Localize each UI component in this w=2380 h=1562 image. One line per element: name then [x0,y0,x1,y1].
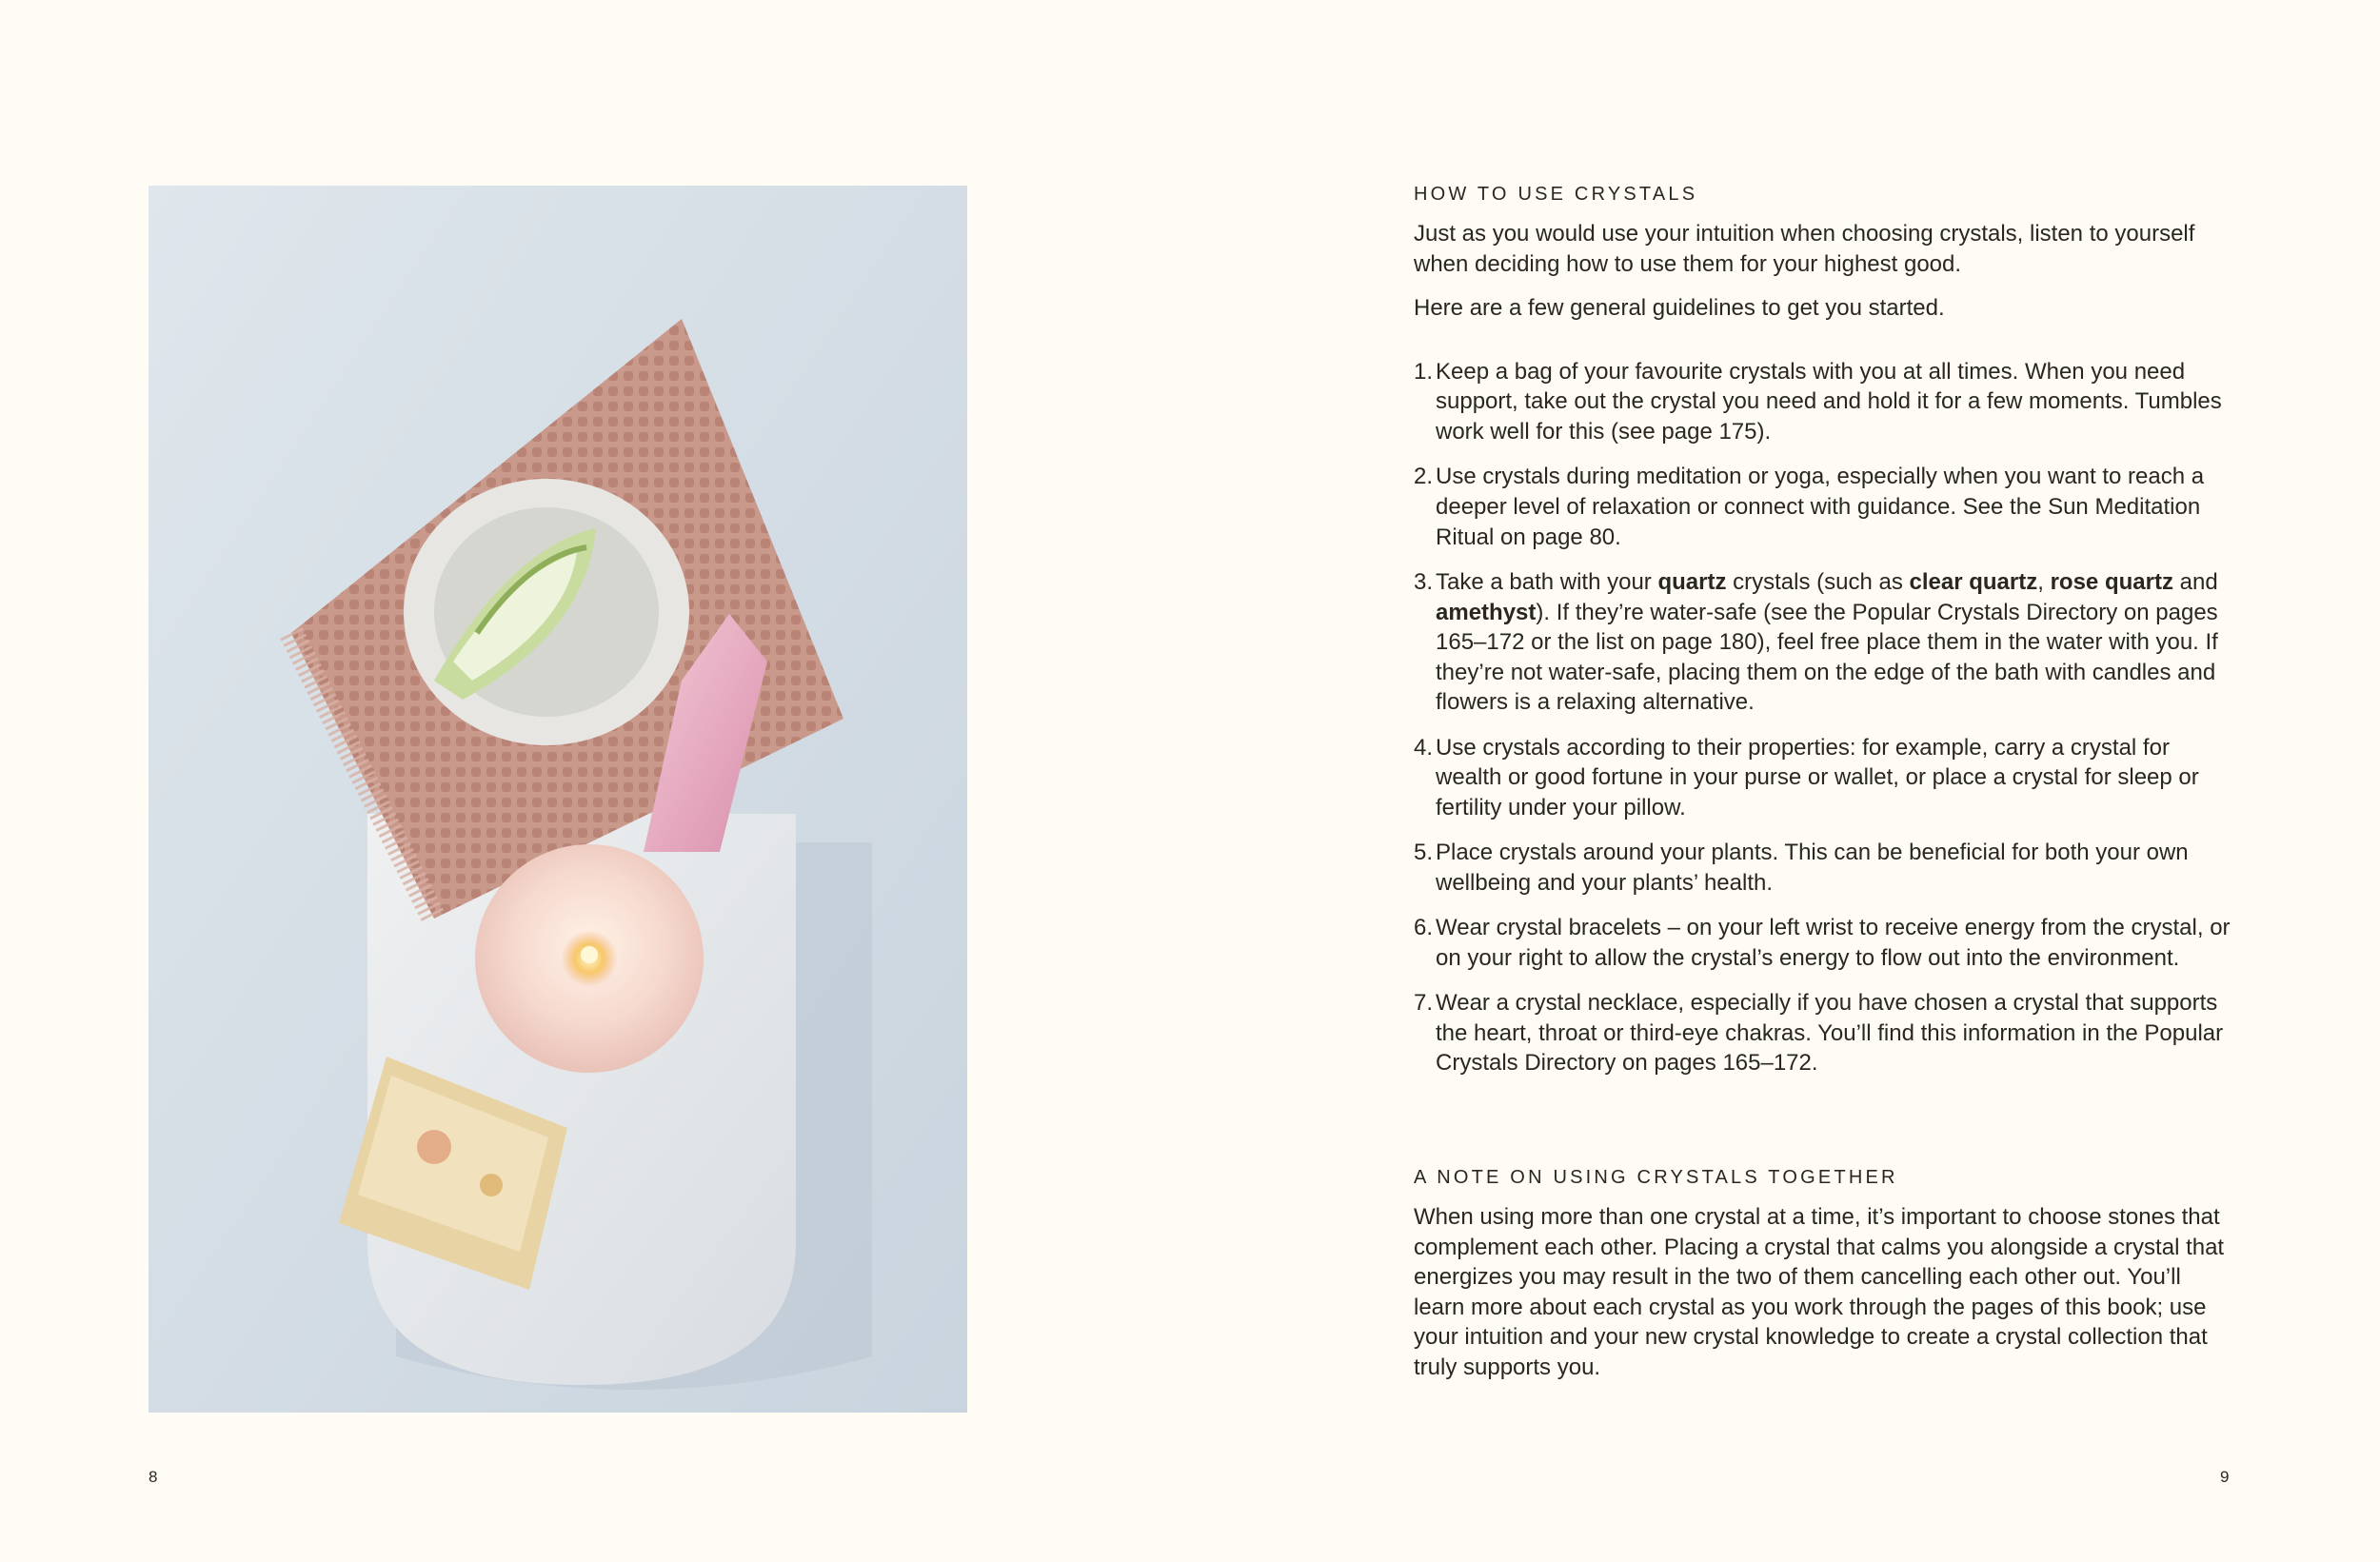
section-heading-2: A NOTE ON USING CRYSTALS TOGETHER [1414,1167,1898,1189]
list-text: Use crystals according to their properties: for example, carry a crystal for wealth or good fortune in your purse or wallet, or place a crystal for sleep or fertility under your pillow. [1436,734,2199,821]
intro-paragraph-2: Here are a few general guidelines to get you started. [1414,295,1945,322]
list-item [1414,567,2232,718]
guidelines-list [1414,357,2232,1078]
page-number-left: 8 [149,1468,158,1486]
list-text: Place crystals around your plants. This can be beneficial for both your own wellbeing and your plants’ health. [1436,840,2189,896]
section-heading: HOW TO USE CRYSTALS [1414,184,1698,205]
list-item [1414,733,2232,823]
bold-term-clear-quartz: clear quartz [1909,568,2038,595]
list-number: 5. [1414,840,1434,866]
list-item [1414,913,2232,973]
note-paragraph: When using more than one crystal at a time, it’s important to choose stones that complement each other. Placing a crystal that calms you alongside a crystal that energizes you may result in the two of them cancelling each other out. You’ll learn more about each crystal as you work through the pages of this book; use your intuition and your new crystal knowledge to create a crystal collection that truly supports you. [1414,1204,2225,1380]
bold-term-quartz: quartz [1657,568,1727,595]
right-page-text [1414,181,2232,1397]
list-number: 6. [1414,915,1434,941]
list-text-post: ). If they’re water-safe (see the Popular Crystals Directory on pages 165–172 or the list on page 180), feel free place them in the water with you. If they’re not water-safe, placing them on the edge of the bath with candles and flowers is a relaxing alternative. [1436,599,2218,716]
list-number: 7. [1414,990,1434,1017]
list-text: Wear crystal bracelets – on your left wrist to receive energy from the crystal, or on your right to allow the crystal’s energy to flow out into the environment. [1436,915,2231,971]
list-text-mid1: crystals (such as [1726,568,1910,595]
photo-illustration [149,186,967,1413]
list-text: Keep a bag of your favourite crystals with you at all times. When you need support, take out the crystal you need and hold it for a few moments. Tumbles work well for this (see page 175). [1436,358,2222,445]
list-number: 2. [1414,464,1434,490]
crystal-flatlay-photo [149,186,967,1413]
list-text: Wear a crystal necklace, especially if you have chosen a crystal that supports the heart, throat or third-eye chakras. You’ll find this information in the Popular Crystals Directory on pages 165–172. [1436,990,2224,1077]
list-item [1414,357,2232,447]
page-number-right: 9 [2220,1468,2230,1486]
intro-paragraph: Just as you would use your intuition when choosing crystals, listen to yourself when deciding how to use them for your highest good. [1414,221,2195,277]
bold-term-rose-quartz: rose quartz [2050,568,2173,595]
list-number: 4. [1414,734,1434,761]
list-text-mid3: and [2172,568,2218,595]
list-item [1414,462,2232,552]
list-text-pre: Take a bath with your [1436,568,1658,595]
list-number: 1. [1414,358,1434,385]
list-number: 3. [1414,568,1434,595]
list-text-mid2: , [2037,568,2051,595]
list-text: Use crystals during meditation or yoga, especially when you want to reach a deeper level of relaxation or connect with guidance. See the Sun Meditation Ritual on page 80. [1436,464,2205,550]
list-item [1414,988,2232,1078]
bold-term-amethyst: amethyst [1436,599,1537,625]
list-item [1414,838,2232,898]
